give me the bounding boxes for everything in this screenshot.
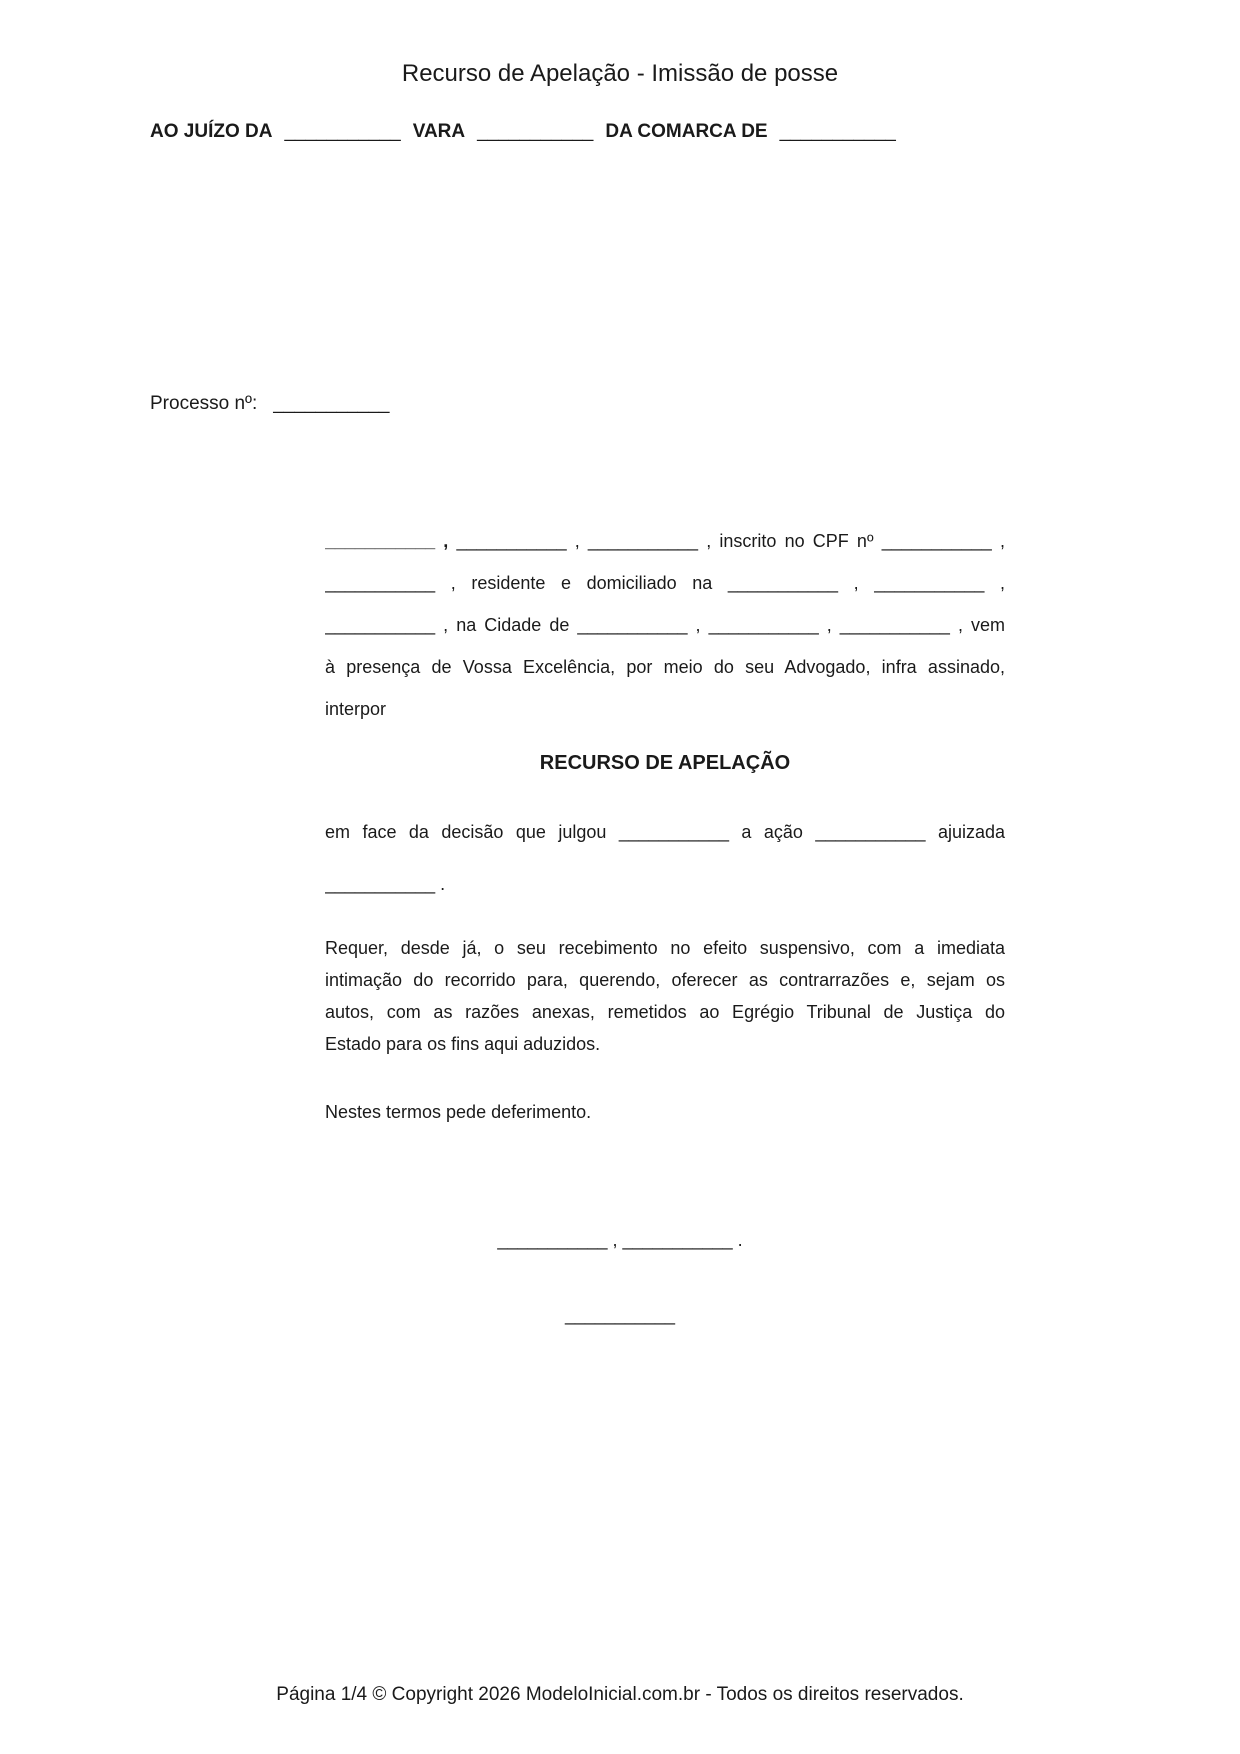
decision-line-2: ___________ . (325, 874, 446, 894)
appeal-heading: RECURSO DE APELAÇÃO (539, 752, 791, 774)
request-line-2: intimação do recorrido para, querendo, oferecer as contrarrazões e, sejam os (325, 970, 1005, 990)
qualification-line-5: interpor (325, 699, 387, 719)
footer-line: Página 1/4 © Copyright 2026 ModeloInicial.com.br - Todos os direitos reservados. (276, 1684, 964, 1705)
case-number-blank: ___________ (273, 393, 390, 414)
closing-line: Nestes termos pede deferimento. (325, 1102, 592, 1122)
decision-paragraph (325, 806, 1005, 910)
qualification-line-3: ___________ , na Cidade de ___________ , ___________ , ___________ , vem (325, 615, 1005, 635)
addressee-text-3: DA COMARCA DE (605, 121, 768, 142)
document-title: Recurso de Apelação - Imissão de posse (401, 60, 839, 87)
qualification-paragraph (325, 520, 1005, 730)
addressee-blank-3: ___________ (779, 121, 896, 142)
party-name-blank: ___________ , (325, 531, 449, 551)
qualification-line-1-rest: ___________ , ___________ , inscrito no CPF nº ___________ , (456, 531, 1005, 551)
addressee-blank-2: ___________ (477, 121, 594, 142)
request-line-4: Estado para os fins aqui aduzidos. (325, 1034, 601, 1054)
addressee-line (150, 121, 1120, 143)
request-line-3: autos, com as razões anexas, remetidos ao Egrégio Tribunal de Justiça do (325, 1002, 1005, 1022)
qualification-line-1 (325, 520, 1005, 562)
request-paragraph (325, 932, 1005, 1060)
addressee-text-2: VARA (412, 121, 466, 142)
qualification-line-2: ___________ , residente e domiciliado na ___________ , ___________ , (325, 573, 1005, 593)
decision-line-1: em face da decisão que julgou ___________ a ação ___________ ajuizada (325, 822, 1005, 842)
case-number-label: Processo nº: (150, 393, 258, 414)
addressee-text-1: AO JUÍZO DA (150, 121, 273, 142)
addressee-blank-1: ___________ (284, 121, 401, 142)
request-line-1: Requer, desde já, o seu recebimento no efeito suspensivo, com a imediata (325, 938, 1005, 958)
signature-line: ___________ (564, 1305, 676, 1325)
qualification-line-4: à presença de Vossa Excelência, por meio do seu Advogado, infra assinado, (325, 657, 1005, 677)
place-date-line: ___________ , ___________ . (497, 1230, 743, 1250)
case-number-line (150, 393, 390, 415)
